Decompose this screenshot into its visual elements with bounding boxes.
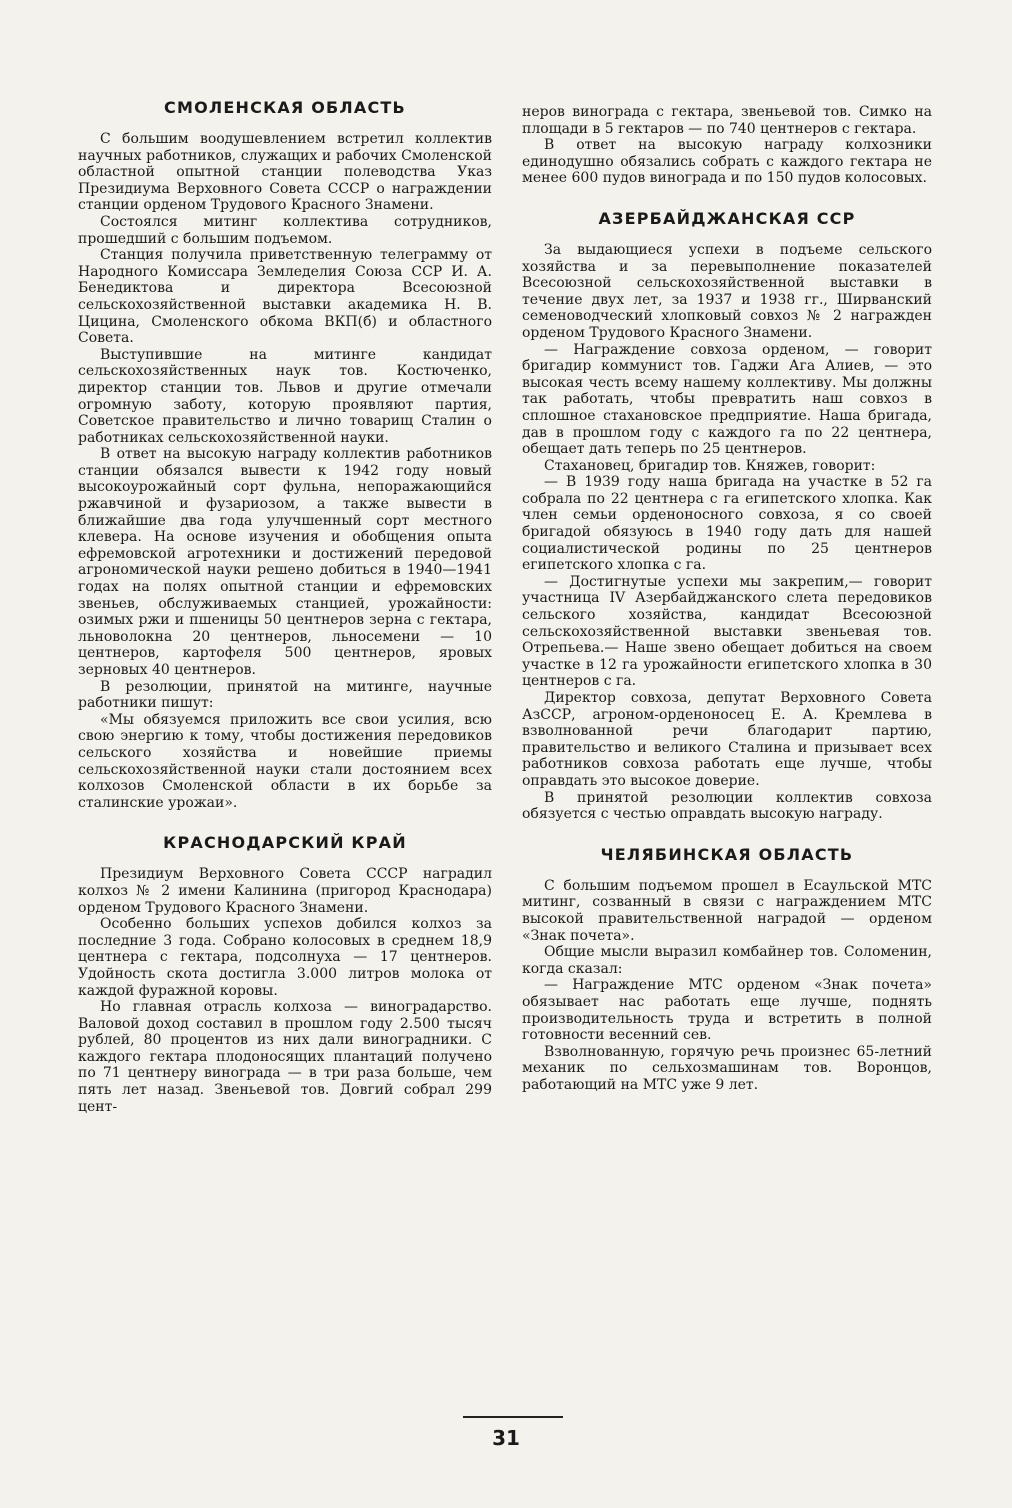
paragraph: Особенно больших успехов добился колхоз за последние 3 года. Собрано колосовых в среднем 18,9 центнера с гектара, подсолнуха — 17 центнеров. Удойность скота достигла 3.000 литров молока от каждой фуражной коровы. <box>78 916 492 999</box>
paragraph: Выступившие на митинге кандидат сельскохозяйственных наук тов. Костюченко, директор станции тов. Львов и другие отмечали огромную заботу, которую проявляют партия, Советское правительство и лично товарищ Сталин о работниках сельскохозяйственной науки. <box>78 346 492 446</box>
section-krasnodar-continued <box>522 104 932 187</box>
paragraph: Стахановец, бригадир тов. Княжев, говорит: <box>544 457 876 474</box>
paragraph: Президиум Верховного Совета СССР наградил колхоз № 2 имени Калинина (пригород Краснодара) орденом Трудового Красного Знамени. <box>78 866 492 916</box>
section-title-smolensk: СМОЛЕНСКАЯ ОБЛАСТЬ <box>164 98 406 117</box>
paragraph: — В 1939 году наша бригада на участке в 52 га собрала по 22 центнера с га египетского хлопка. Как член семьи орденоносного совхоза, я со своей бригадой обязуюсь в 1940 году дать для нашей социалистической родины по 25 центнеров египетского хлопка с га. <box>522 474 932 574</box>
paragraph: Директор совхоза, депутат Верховного Совета АзССР, агроном-орденоносец Е. А. Кремлева в взволнованной речи благодарит партию, правительство и великого Сталина и призывает всех работников совхоза работать еще лучше, чтобы оправдать это высокое доверие. <box>522 690 932 789</box>
paragraph: С большим воодушевлением встретил коллектив научных работников, служащих и рабочих Смоленской областной опытной станции полеводства Указ Президиума Верховного Совета СССР о награждении станции орденом Трудового Красного Знамени. <box>78 131 492 214</box>
section-title-azerbaijan: АЗЕРБАЙДЖАНСКАЯ ССР <box>598 208 856 228</box>
paragraph: Взволнованную, горячую речь произнес 65-летний механик по сельхозмашинам тов. Воронцов, работающий на МТС уже 9 лет. <box>522 1043 932 1093</box>
paragraph: В резолюции, принятой на митинге, научные работники пишут: <box>78 678 492 712</box>
left-column <box>78 98 492 1137</box>
paragraph: «Мы обязуемся приложить все свои усилия, всю свою энергию к тому, чтобы достижения передовиков сельского хозяйства и новейшие приемы сельскохозяйственной науки стали достоянием всех колхозов Смоленской области в их борьбе за сталинские урожаи». <box>78 711 492 811</box>
section-azerbaijan <box>522 209 932 823</box>
section-smolensk <box>78 98 492 811</box>
paragraph: В ответ на высокую награду колхозники единодушно обязались собрать с каждого гектара не менее 600 пудов винограда и по 150 пудов колосовых. <box>522 137 932 187</box>
section-krasnodar <box>78 833 492 1115</box>
paragraph: Но главная отрасль колхоза — виноградарство. Валовой доход составил в прошлом году 2.500 тысяч рублей, 80 процентов из них дали виноградники. С каждого гектара плодоносящих плантаций получено по 71 центнеру винограда — в три раза больше, чем пять лет назад. Звеньевой тов. Довгий собрал 299 цент- <box>78 999 492 1115</box>
page-number: 31 <box>492 1426 520 1450</box>
paragraph: — Награждение совхоза орденом, — говорит бригадир коммунист тов. Гаджи Ага Алиев, — это высокая честь всему нашему коллективу. Мы должны так работать, чтобы превратить наш совхоз в сплошное стахановское предприятие. Наша бригада, дав в прошлом году с каждого га по 22 центнера, обещает дать теперь по 25 центнеров. <box>522 341 932 458</box>
paragraph: Станция получила приветственную телеграмму от Народного Комиссара Земледелия Союза ССР И. А. Бенедиктова и директора Всесоюзной сельскохозяйственной выставки академика Н. В. Цицина, Смоленского обкома ВКП(б) и областного Совета. <box>78 247 492 347</box>
footer-rule <box>463 1416 563 1418</box>
paragraph: В принятой резолюции коллектив совхоза обязуется с честью оправдать высокую награду. <box>522 789 932 823</box>
paragraph: — Награждение МТС орденом «Знак почета» обязывает нас работать еще лучше, поднять производительность труда и встретить в полной готовности весенний сев. <box>522 977 932 1044</box>
paragraph: За выдающиеся успехи в подъеме сельского хозяйства и за перевыполнение показателей Всесоюзной сельскохозяйственной выставки в течение двух лет, за 1937 и 1938 гг., Ширванский семеноводческий хлопковый совхоз № 2 награжден орденом Трудового Красного Знамени. <box>522 241 932 341</box>
paragraph: — Достигнутые успехи мы закрепим,— говорит участница IV Азербайджанского слета передовиков сельского хозяйства, кандидат Всесоюзной сельскохозяйственной выставки звеньевая тов. Отрепьева.— Наше звено обещает добиться на своем участке в 12 га урожайности египетского хлопка в 30 центнеров с га. <box>522 573 932 690</box>
paragraph: С большим подъемом прошел в Есаульской МТС митинг, созванный в связи с награждением МТС высокой правительственной наградой — орденом «Знак почета». <box>522 877 932 944</box>
paragraph: В ответ на высокую награду коллектив работников станции обязался вывести к 1942 году новый высокоурожайный сорт фульна, непоражающийся ржавчиной и фузариозом, а также вывести в ближайшие два года улучшенный сорт местного клевера. На основе изучения и обобщения опыта ефремовской агротехники и достижений передовой агрономической науки решено добиться в 1940—1941 годах на полях опытной станции и ефремовских звеньев, обслуживаемых станцией, урожайности: озимых ржи и пшеницы 50 центнеров зерна с гектара, льноволокна 20 центнеров, льносемени — 10 центнеров, картофеля 500 центнеров, яровых зерновых 40 центнеров. <box>78 446 492 678</box>
paragraph: Общие мысли выразил комбайнер тов. Соломенин, когда сказал: <box>522 944 932 977</box>
section-chelyabinsk <box>522 845 932 1094</box>
right-column <box>522 104 932 1115</box>
paragraph: неров винограда с гектара, звеньевой тов. Симко на площади в 5 гектаров — по 740 центнеров с гектара. <box>522 104 932 137</box>
section-title-chelyabinsk: ЧЕЛЯБИНСКАЯ ОБЛАСТЬ <box>600 844 854 864</box>
section-title-krasnodar: КРАСНОДАРСКИЙ КРАЙ <box>163 833 407 853</box>
paragraph: Состоялся митинг коллектива сотрудников, прошедший с большим подъемом. <box>78 213 492 247</box>
